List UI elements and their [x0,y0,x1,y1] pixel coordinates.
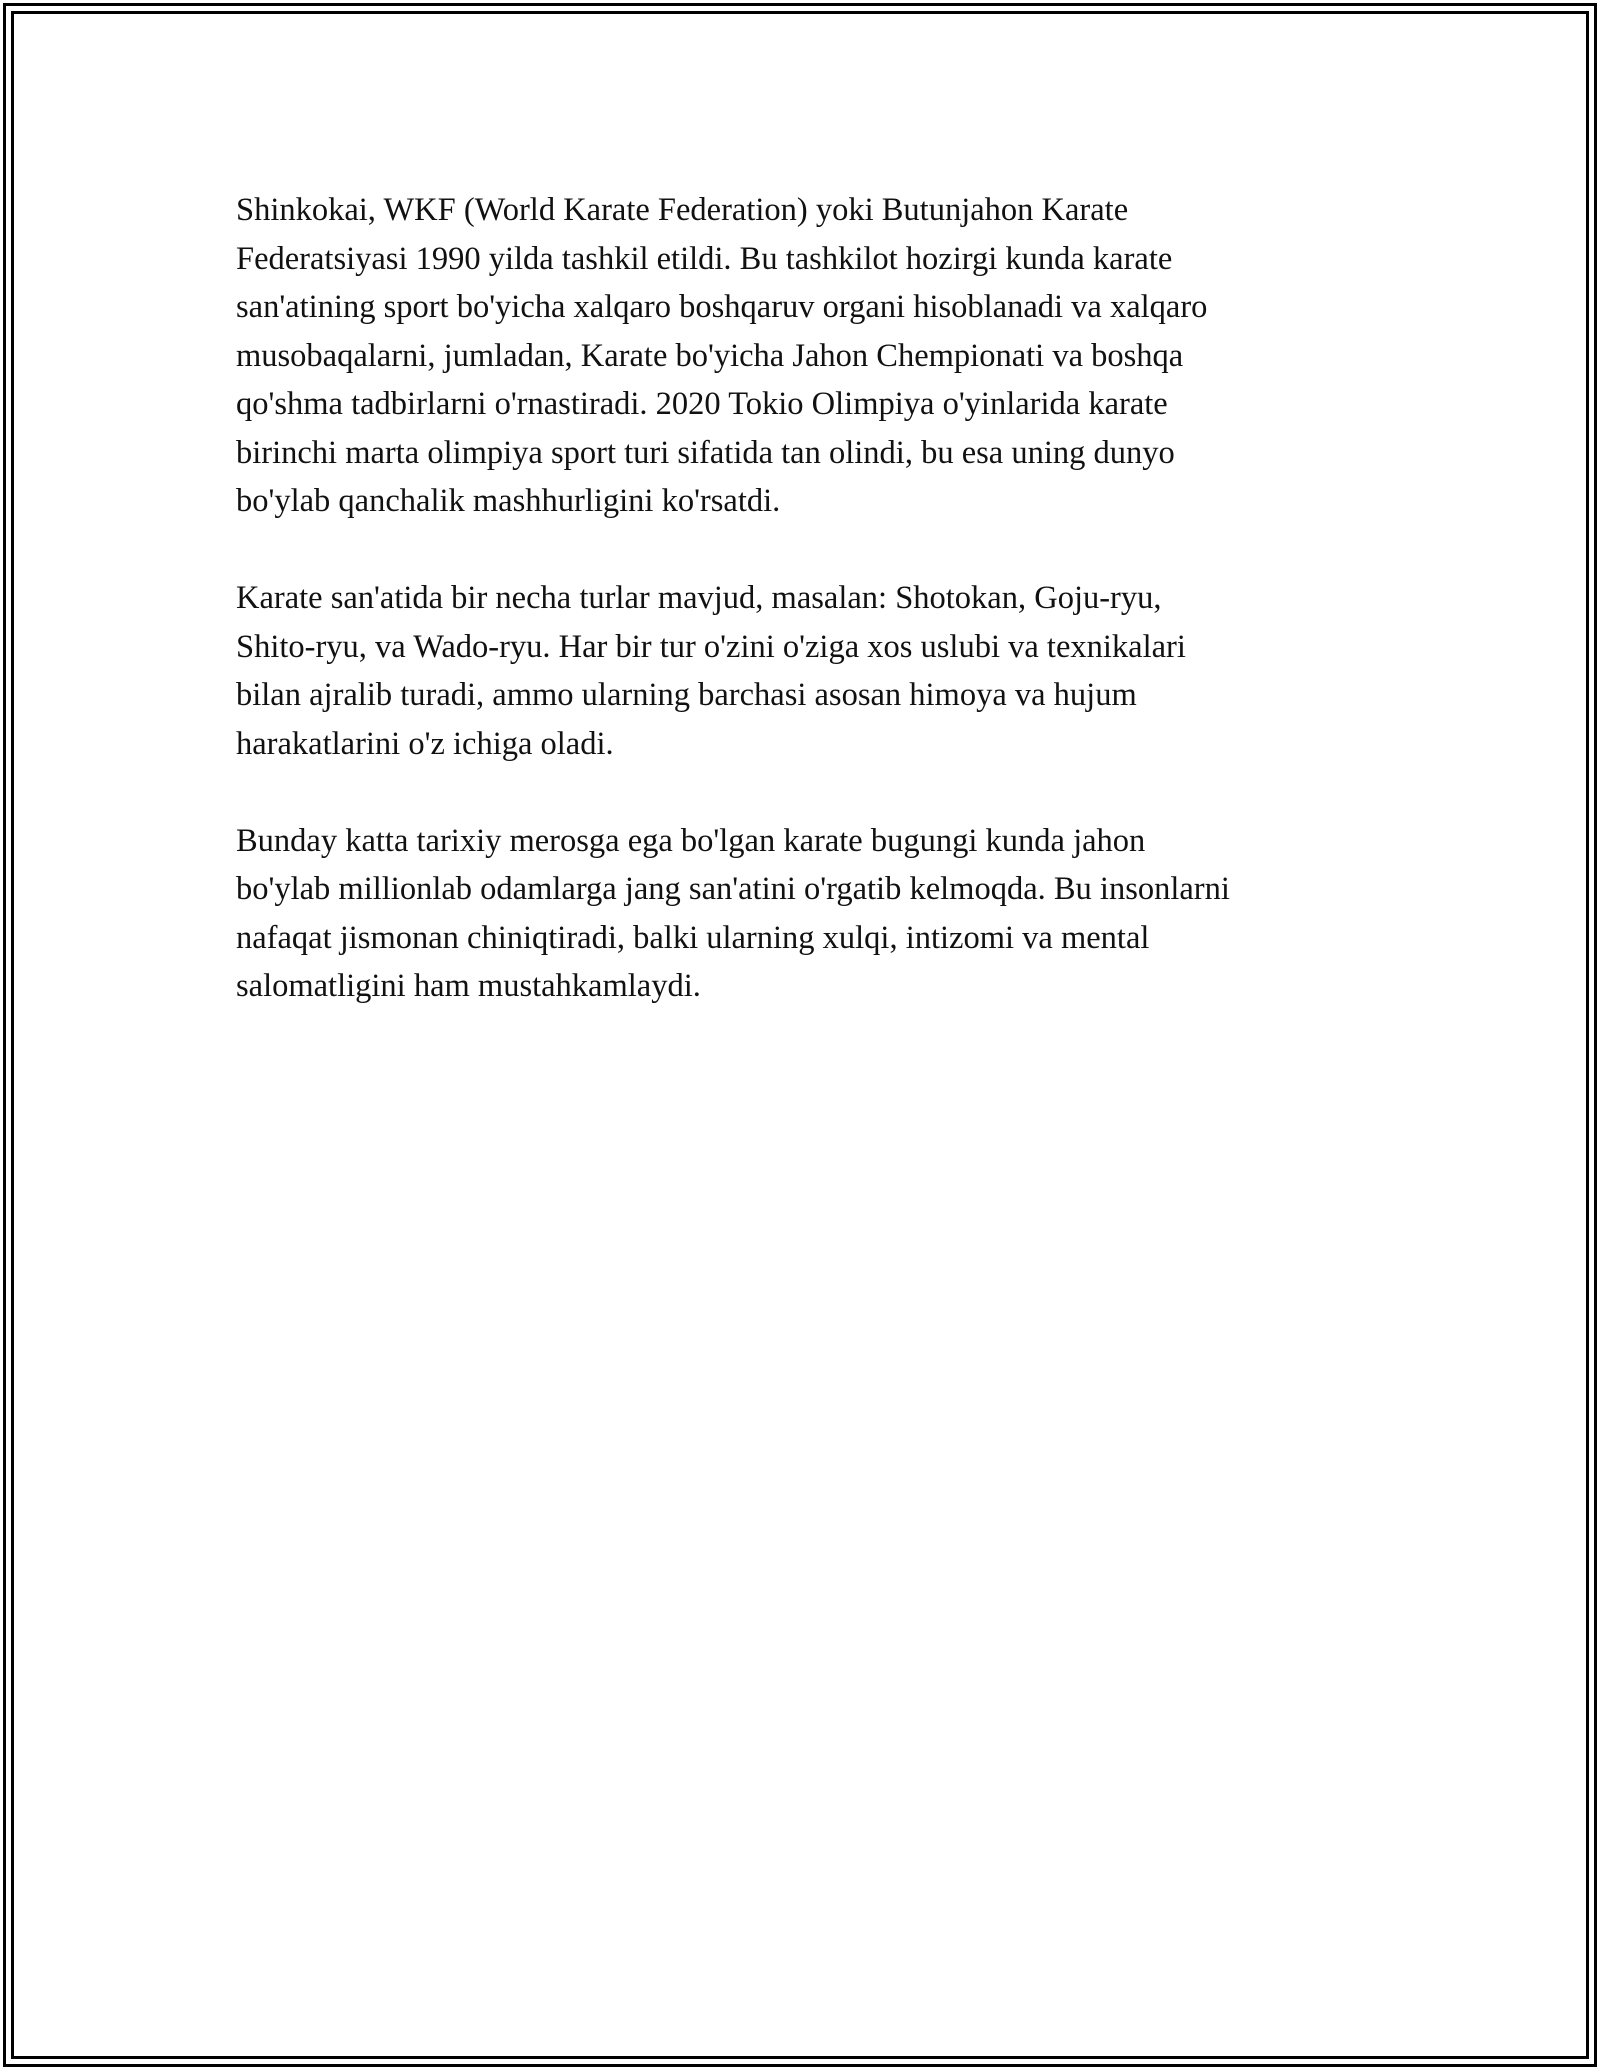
text-line: musobaqalarni, jumladan, Karate bo'yicha Jahon Chempionati va boshqa [236,337,1184,374]
text-line: Karate san'atida bir necha turlar mavjud, masalan: Shotokan, Goju-ryu, [236,580,1162,616]
text-line: bo'ylab millionlab odamlarga jang san'atini o'rgatib kelmoqda. Bu insonlarni [236,871,1230,907]
text-line: Shinkokai, WKF (World Karate Federation) yoki Butunjahon Karate [236,192,1129,228]
text-line: Shito-ryu, va Wado-ryu. Har bir tur o'zini o'ziga xos uslubi va texnikalari [236,628,1186,665]
paragraph-2 [236,574,1386,768]
text-line: bilan ajralib turadi, ammo ularning barchasi asosan himoya va hujum [236,677,1137,713]
text-line: Federatsiyasi 1990 yilda tashkil etildi. Bu tashkilot hozirgi kunda karate [236,240,1173,277]
text-line: san'atining sport bo'yicha xalqaro boshqaruv organi hisoblanadi va xalqaro [236,289,1208,325]
text-line: nafaqat jismonan chiniqtiradi, balki ularning xulqi, intizomi va mental [236,919,1150,956]
paragraph-3 [236,817,1386,1011]
text-line: qo'shma tadbirlarni o'rnastiradi. 2020 Tokio Olimpiya o'yinlarida karate [236,386,1168,422]
paragraph-1 [236,186,1386,526]
text-line: harakatlarini o'z ichiga oladi. [236,725,614,762]
text-line: birinchi marta olimpiya sport turi sifatida tan olindi, bu esa uning dunyo [236,434,1175,471]
text-line: bo'ylab qanchalik mashhurligini ko'rsatdi. [236,483,781,519]
text-line: salomatligini ham mustahkamlaydi. [236,968,701,1004]
document-body [236,186,1386,1059]
text-line: Bunday katta tarixiy merosga ega bo'lgan karate bugungi kunda jahon [236,822,1146,859]
